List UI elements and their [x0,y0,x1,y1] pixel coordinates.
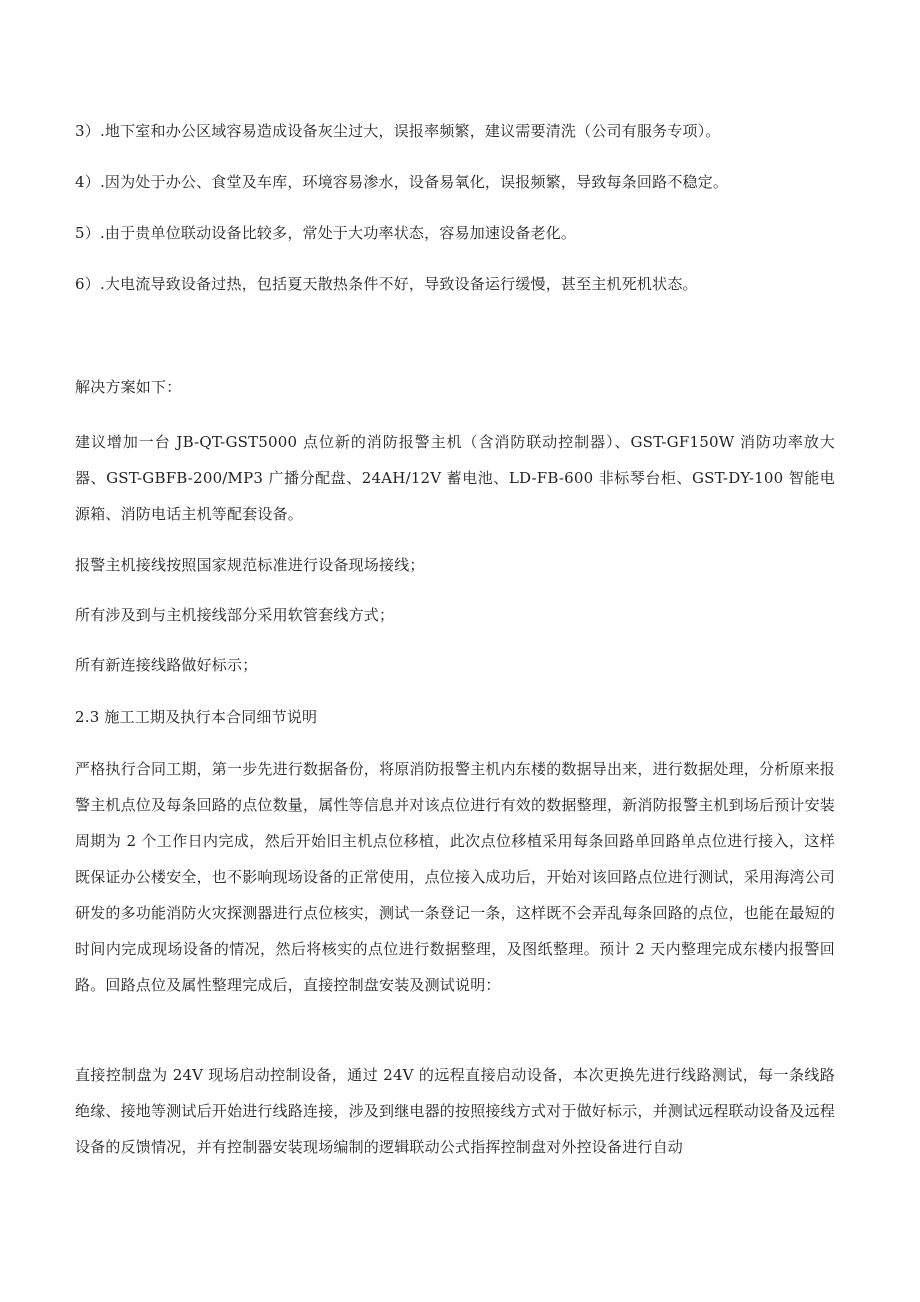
solution-heading: 解决方案如下： [75,378,182,396]
solution-paragraph: 建议增加一台 JB-QT-GST5000 点位新的消防报警主机（含消防联动控制器）、GST-GF150W 消防功率放大器、GST-GBFB-200/MP3 广播分配盘、24AH/12V 蓄电池、LD-FB-600 非标琴台柜、GST-DY-100 智能电源箱、消防电话主机等配套设备。 [75,433,835,523]
control-panel-paragraph: 直接控制盘为 24V 现场启动控制设备，通过 24V 的远程直接启动设备，本次更换先进行线路测试，每一条线路绝缘、接地等测试后开始进行线路连接，涉及到继电器的按照接线方式对于做好标示，并测试远程联动设备及远程设备的反馈情况，并有控制器安装现场编制的逻辑联动公式指挥控制盘对外控设备进行自动 [75,1066,836,1156]
wiring-item-1: 报警主机接线按照国家规范标准进行设备现场接线； [75,556,425,574]
section-title: 2.3 施工工期及执行本合同细节说明 [75,708,318,726]
list-item-4: 4）.因为处于办公、食堂及车库，环境容易渗水，设备易氧化，误报频繁，导致每条回路不稳定。 [75,173,729,191]
list-item-3: 3）.地下室和办公区域容易造成设备灰尘过大，误报率频繁，建议需要清洗（公司有服务专项）。 [75,122,721,140]
list-item-5: 5）.由于贵单位联动设备比较多，常处于大功率状态，容易加速设备老化。 [75,224,577,242]
schedule-paragraph: 严格执行合同工期，第一步先进行数据备份，将原消防报警主机内东楼的数据导出来，进行数据处理，分析原来报警主机点位及每条回路的点位数量，属性等信息并对该点位进行有效的数据整理，新消防报警主机到场后预计安装周期为 2 个工作日内完成，然后开始旧主机点位移植，此次点位移植采用每条回路单回路单点位进行接入，这样既保证办公楼安全，也不影响现场设备的正常使用，点位接入成功后，开始对该回路点位进行测试，采用海湾公司研发的多功能消防火灾探测器进行点位核实，测试一条登记一条，这样既不会弄乱每条回路的点位，也能在最短的时间内完成现场设备的情况，然后将核实的点位进行数据整理，及图纸整理。预计 2 天内整理完成东楼内报警回路。回路点位及属性整理完成后，直接控制盘安装及测试说明： [75,760,836,994]
wiring-item-3: 所有新连接线路做好标示； [75,656,258,674]
wiring-item-2: 所有涉及到与主机接线部分采用软管套线方式； [75,606,395,624]
list-item-6: 6）.大电流导致设备过热，包括夏天散热条件不好，导致设备运行缓慢，甚至主机死机状态。 [75,275,698,293]
